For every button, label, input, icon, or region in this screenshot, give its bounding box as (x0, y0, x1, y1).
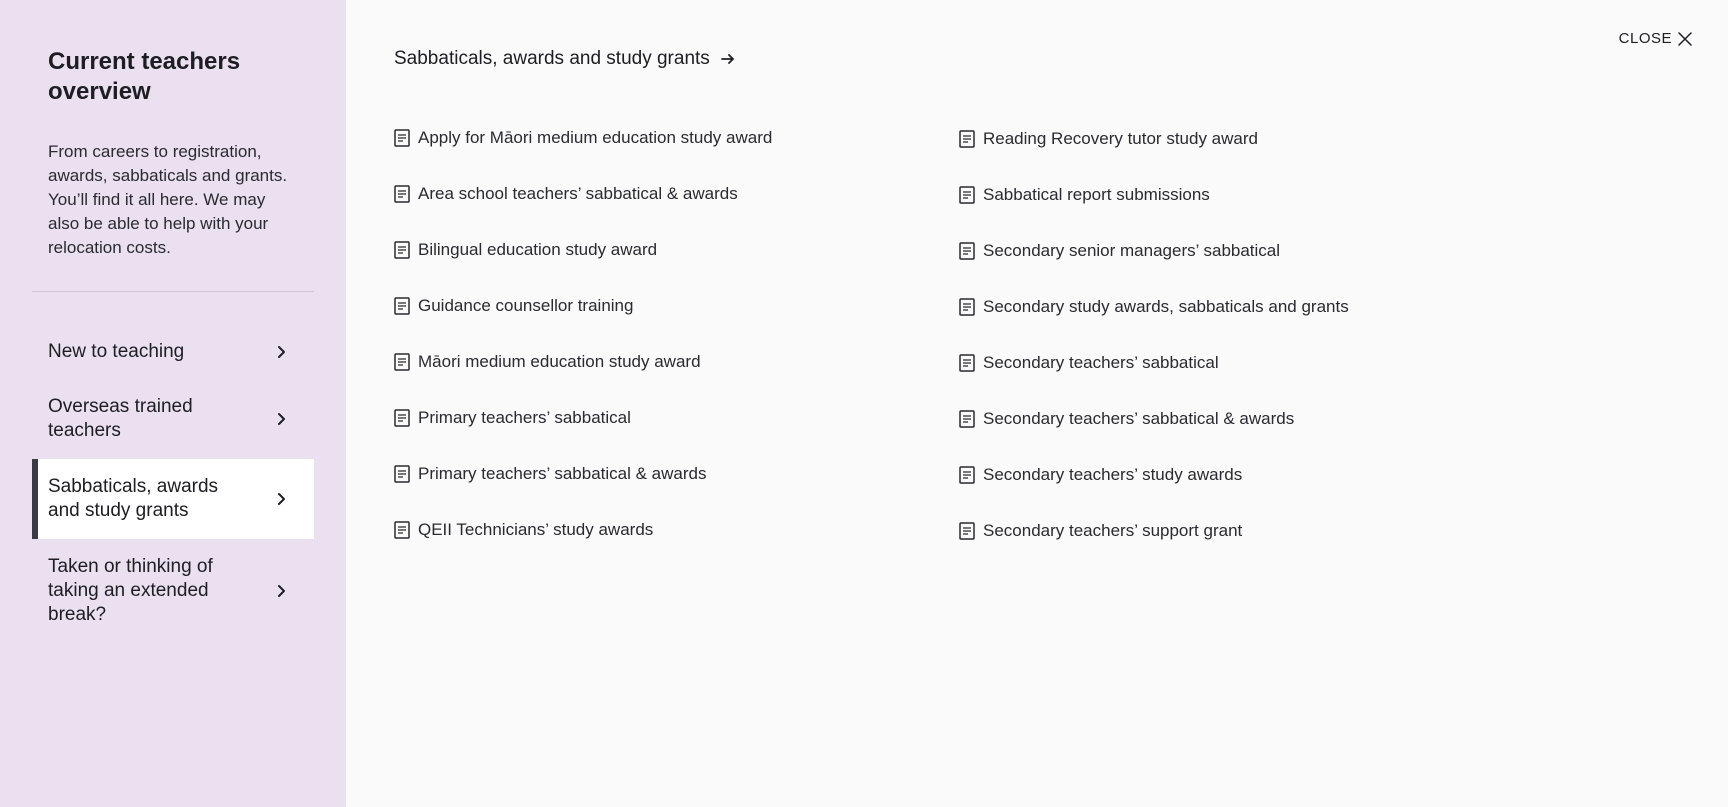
list-item[interactable] (394, 231, 772, 287)
document-icon (394, 521, 410, 539)
links-column-right (959, 119, 1349, 567)
list-item-label: Bilingual education study award (418, 240, 658, 259)
links-column-left (394, 119, 772, 567)
document-icon (959, 354, 975, 372)
chevron-right-icon (274, 492, 288, 506)
sidebar-item-sabbaticals[interactable] (32, 459, 314, 539)
sidebar (0, 0, 346, 807)
sidebar-item-overseas-trained-teachers[interactable] (32, 379, 314, 459)
document-icon (959, 522, 975, 540)
document-icon (959, 130, 975, 148)
sidebar-divider (32, 291, 314, 292)
document-icon (959, 298, 975, 316)
document-icon (394, 185, 410, 203)
list-item[interactable] (394, 343, 772, 399)
document-icon (394, 241, 410, 259)
document-icon (394, 409, 410, 427)
document-icon (394, 129, 410, 147)
sidebar-item-extended-break[interactable] (32, 539, 314, 643)
list-item-label: Māori medium education study award (418, 352, 701, 371)
sidebar-nav (32, 325, 314, 643)
list-item-label: Secondary study awards, sabbaticals and grants (983, 297, 1349, 316)
sidebar-item-label: New to teaching (48, 341, 185, 362)
list-item[interactable] (394, 511, 772, 567)
chevron-right-icon (274, 584, 288, 598)
sidebar-item-label: Taken or thinking of taking an extended break? (48, 556, 213, 625)
section-title-link[interactable] (394, 48, 736, 70)
list-item[interactable] (959, 399, 1349, 455)
list-item[interactable] (959, 287, 1349, 343)
list-item-label: Area school teachers’ sabbatical & awards (418, 184, 738, 203)
document-icon (394, 465, 410, 483)
list-item[interactable] (959, 175, 1349, 231)
list-item[interactable] (394, 119, 772, 175)
list-item-label: QEII Technicians’ study awards (418, 520, 654, 539)
list-item[interactable] (959, 119, 1349, 175)
list-item[interactable] (959, 343, 1349, 399)
section-title: Sabbaticals, awards and study grants (394, 48, 710, 69)
document-icon (959, 186, 975, 204)
document-icon (394, 297, 410, 315)
document-icon (959, 242, 975, 260)
list-item-label: Sabbatical report submissions (983, 185, 1210, 204)
document-icon (959, 466, 975, 484)
list-item[interactable] (394, 399, 772, 455)
list-item[interactable] (394, 287, 772, 343)
list-item-label: Secondary teachers’ sabbatical & awards (983, 409, 1295, 428)
document-icon (394, 353, 410, 371)
sidebar-item-label: Sabbaticals, awards and study grants (48, 476, 219, 521)
list-item-label: Secondary teachers’ sabbatical (983, 353, 1219, 372)
list-item[interactable] (394, 175, 772, 231)
list-item-label: Primary teachers’ sabbatical (418, 408, 631, 427)
list-item-label: Secondary teachers’ support grant (983, 521, 1243, 540)
close-button[interactable] (1619, 30, 1692, 47)
list-item-label: Secondary senior managers’ sabbatical (983, 241, 1281, 260)
chevron-right-icon (274, 412, 288, 426)
document-icon (959, 410, 975, 428)
main-panel (346, 0, 1728, 807)
list-item-label: Primary teachers’ sabbatical & awards (418, 464, 707, 483)
close-icon (1678, 32, 1692, 46)
list-item-label: Reading Recovery tutor study award (983, 129, 1258, 148)
list-item[interactable] (959, 511, 1349, 567)
list-item[interactable] (394, 455, 772, 511)
list-item-label: Secondary teachers’ study awards (983, 465, 1243, 484)
sidebar-item-label: Overseas trained teachers (48, 396, 193, 441)
list-item[interactable] (959, 455, 1349, 511)
arrow-right-icon (720, 51, 736, 67)
list-item-label: Guidance counsellor training (418, 296, 634, 315)
sidebar-title: Current teachers overview (48, 48, 241, 105)
sidebar-item-new-to-teaching[interactable] (32, 325, 314, 379)
list-item-label: Apply for Māori medium education study award (418, 128, 773, 147)
sidebar-description: From careers to registration, awards, sabbaticals and grants. You’ll find it all here. We may also be able to help with your relocation costs. (48, 142, 288, 257)
list-item[interactable] (959, 231, 1349, 287)
close-label: CLOSE (1618, 30, 1672, 47)
chevron-right-icon (274, 345, 288, 359)
